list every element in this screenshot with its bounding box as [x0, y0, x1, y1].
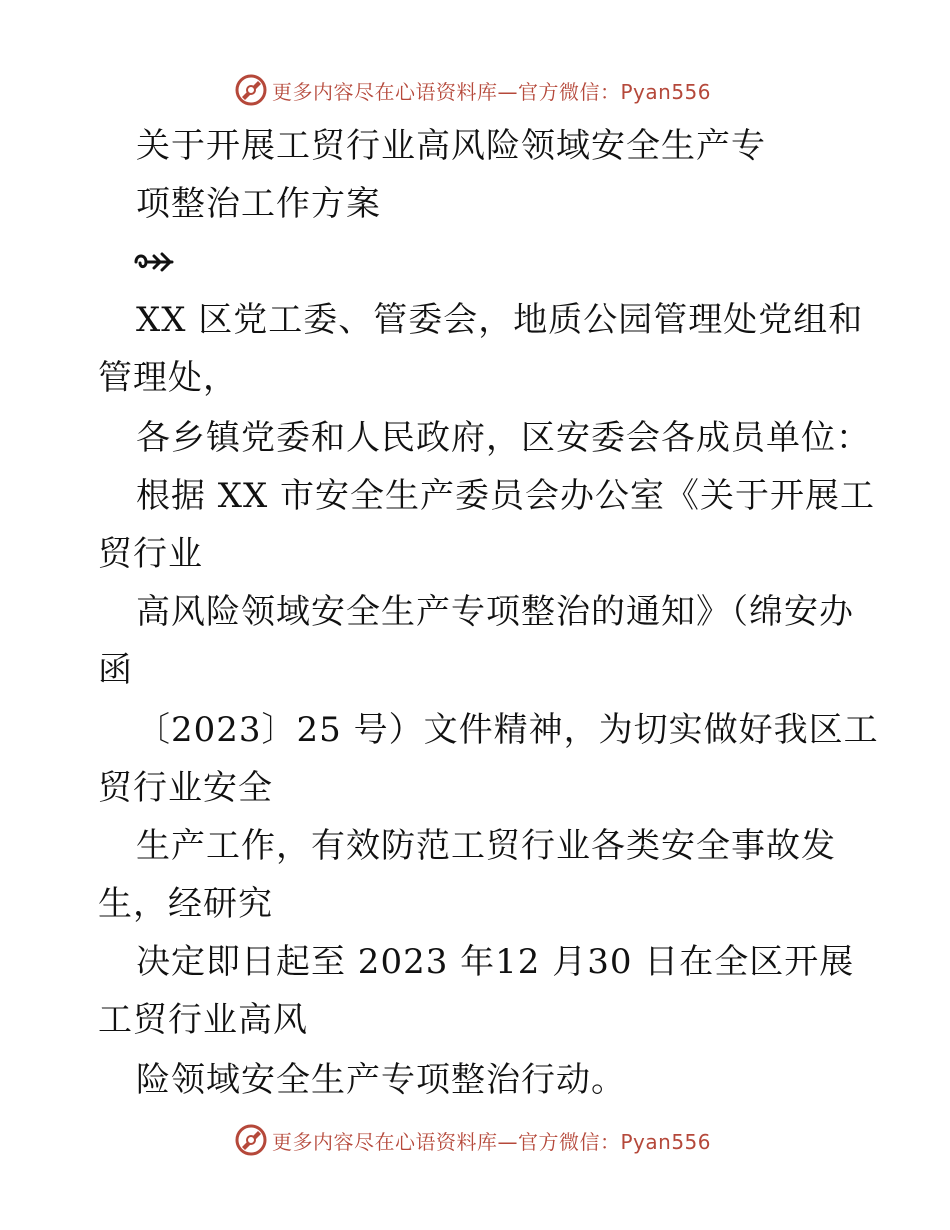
body-line: 生产工作，有效防范工贸行业各类安全事故发 [136, 826, 836, 866]
watermark-banner-top [234, 72, 711, 108]
body-line: 函 [98, 650, 133, 690]
body-line: 〔2023〕25 号）文件精神，为切实做好我区工 [136, 710, 879, 750]
body-line: 贸行业 [98, 534, 203, 574]
watermark-text: 更多内容尽在心语资料库—官方微信：Pyan556 [272, 79, 712, 104]
body-line: 各乡镇党委和人民政府，区安委会各成员单位： [136, 418, 871, 458]
body-line: 贸行业安全 [98, 768, 273, 808]
watermark-banner-bottom [234, 1122, 711, 1158]
logo-icon [234, 73, 268, 107]
document-title-line-1: 关于开展工贸行业高风险领域安全生产专 [136, 126, 766, 166]
body-line: 高风险领域安全生产专项整治的通知》（绵安办 [136, 592, 854, 632]
body-line: 生，经研究 [98, 884, 273, 924]
body-line: 根据 XX 市安全生产委员会办公室《关于开展工 [136, 476, 876, 516]
decorative-ornament-icon [132, 248, 174, 276]
logo-icon [234, 1123, 268, 1157]
body-line: 决定即日起至 2023 年12 月30 日在全区开展 [136, 942, 855, 982]
watermark-text: 更多内容尽在心语资料库—官方微信：Pyan556 [272, 1129, 712, 1154]
body-line: XX 区党工委、管委会，地质公园管理处党组和 [136, 300, 864, 340]
body-line: 险领域安全生产专项整治行动。 [136, 1060, 626, 1100]
body-line: 工贸行业高风 [98, 1000, 308, 1040]
document-title-line-2: 项整治工作方案 [136, 184, 381, 224]
body-line: 管理处， [98, 358, 238, 398]
